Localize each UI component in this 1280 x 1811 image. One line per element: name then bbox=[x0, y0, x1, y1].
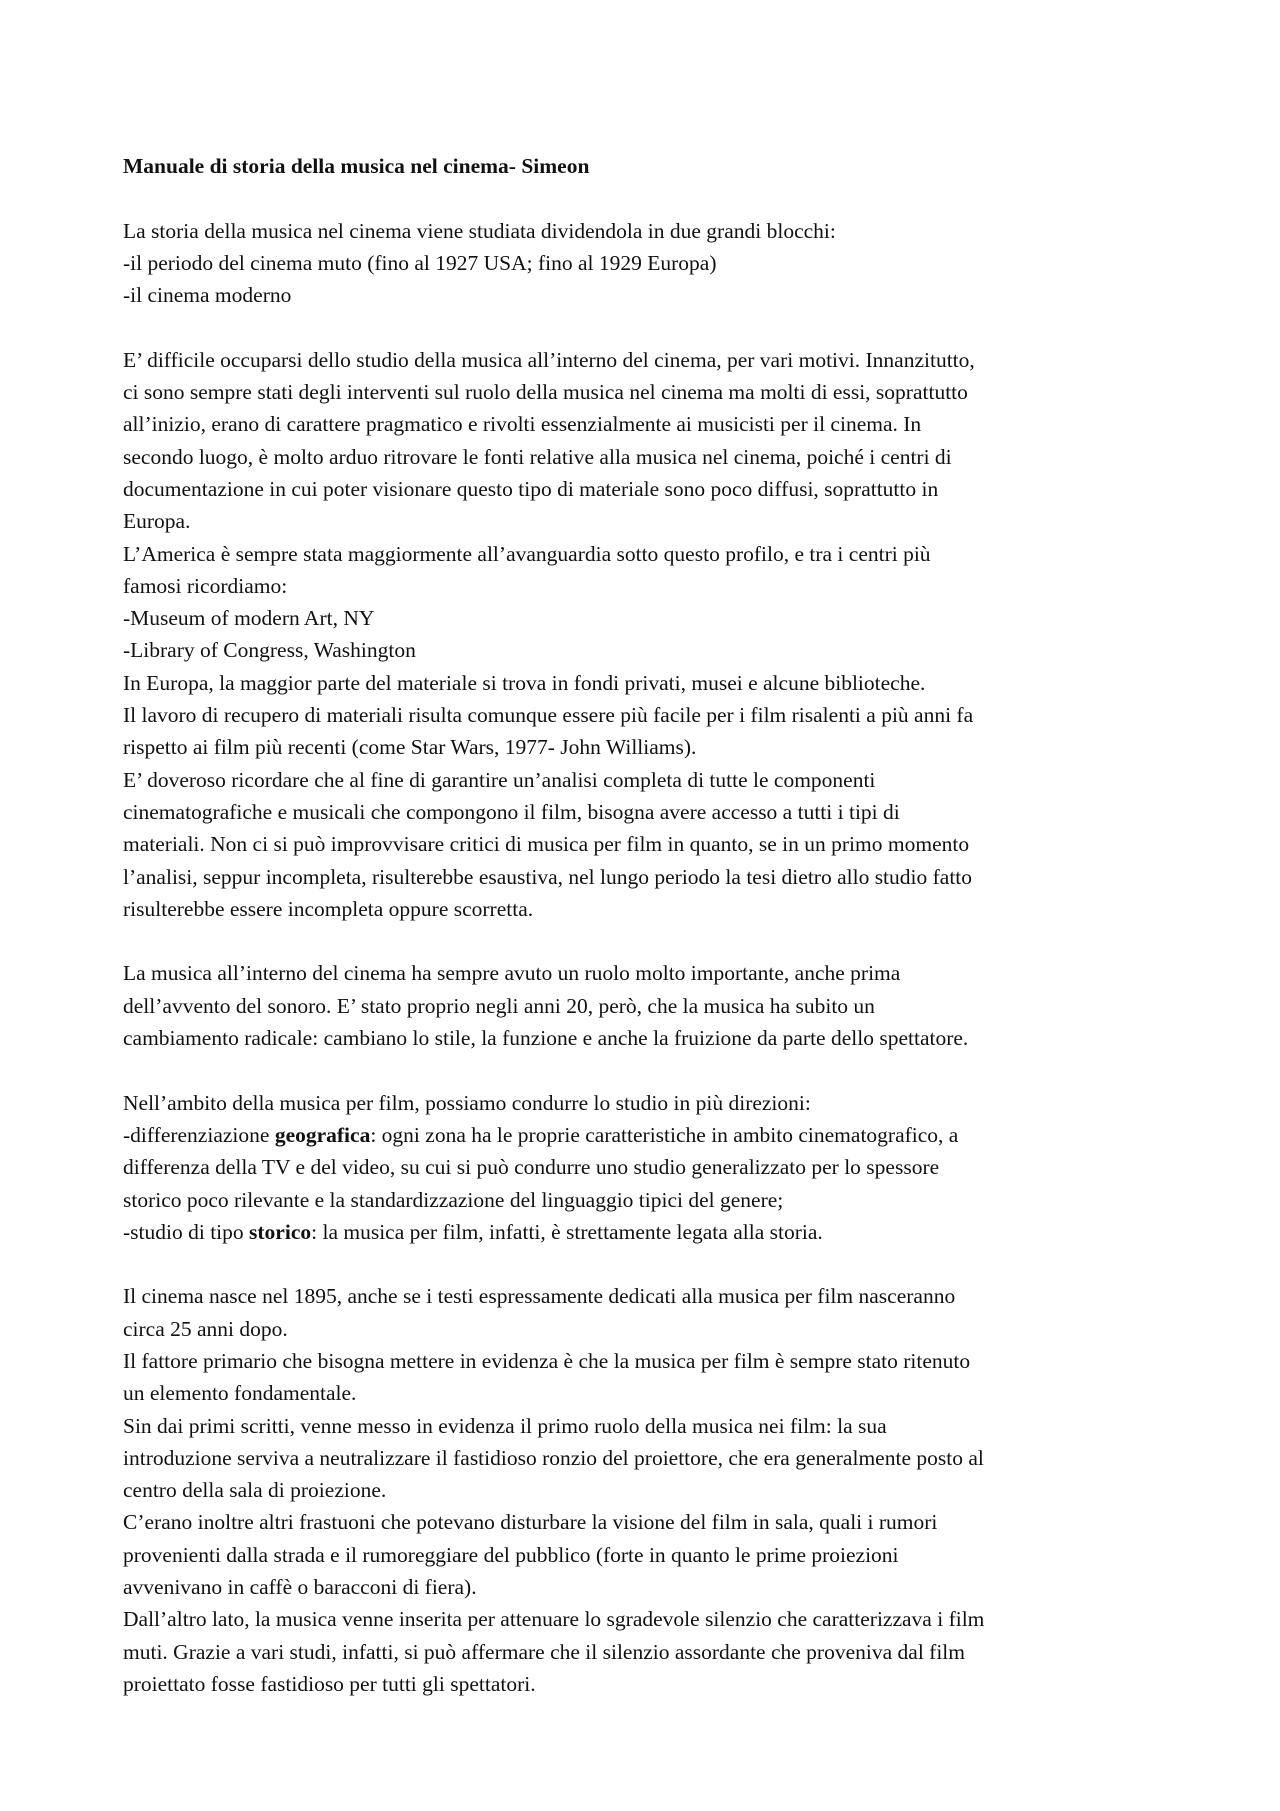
paragraph-study-directions bbox=[123, 1087, 1183, 1248]
text-segment: : la musica per film, infatti, è strettamente legata alla storia. bbox=[311, 1219, 823, 1244]
text-line: Europa. bbox=[123, 509, 191, 534]
text-line: E’ doveroso ricordare che al fine di garantire un’analisi completa di tutte le componenti bbox=[123, 767, 876, 792]
text-line: documentazione in cui poter visionare questo tipo di materiale sono poco diffusi, soprattutto in bbox=[123, 476, 939, 501]
text-line: provenienti dalla strada e il rumoreggiare del pubblico (forte in quanto le prime proiezioni bbox=[123, 1542, 899, 1567]
text-segment: -studio di tipo bbox=[123, 1219, 250, 1244]
bold-term-storico: storico bbox=[249, 1219, 312, 1244]
text-line: In Europa, la maggior parte del materiale si trova in fondi privati, musei e alcune biblioteche. bbox=[123, 670, 926, 695]
document-page bbox=[123, 150, 1183, 1733]
text-line: risulterebbe essere incompleta oppure scorretta. bbox=[123, 896, 534, 921]
paragraph-difficulties bbox=[123, 344, 1183, 925]
text-line: un elemento fondamentale. bbox=[123, 1381, 357, 1406]
text-line: l’analisi, seppur incompleta, risulterebbe esaustiva, nel lungo periodo la tesi dietro allo studio fatto bbox=[123, 864, 973, 889]
text-line: avvenivano in caffè o baracconi di fiera). bbox=[123, 1575, 477, 1600]
paragraph-intro bbox=[123, 215, 1183, 312]
text-line: famosi ricordiamo: bbox=[123, 573, 288, 598]
list-item: -Library of Congress, Washington bbox=[123, 638, 416, 663]
text-line: L’America è sempre stata maggiormente all’avanguardia sotto questo profilo, e tra i centri più bbox=[123, 541, 931, 566]
text-line: Il lavoro di recupero di materiali risulta comunque essere più facile per i film risalenti a più anni fa bbox=[123, 703, 974, 728]
text-line: Nell’ambito della musica per film, possiamo condurre lo studio in più direzioni: bbox=[123, 1090, 811, 1115]
text-line: materiali. Non ci si può improvvisare critici di musica per film in quanto, se in un primo momento bbox=[123, 832, 970, 857]
text-line: rispetto ai film più recenti (come Star Wars, 1977- John Williams). bbox=[123, 735, 697, 760]
text-line: all’inizio, erano di carattere pragmatico e rivolti essenzialmente ai musicisti per il cinema. In bbox=[123, 412, 922, 437]
text-line: proiettato fosse fastidioso per tutti gli spettatori. bbox=[123, 1671, 536, 1696]
text-line: muti. Grazie a vari studi, infatti, si può affermare che il silenzio assordante che proveniva dal film bbox=[123, 1639, 965, 1664]
list-item: -il periodo del cinema muto (fino al 1927 USA; fino al 1929 Europa) bbox=[123, 250, 717, 275]
bold-term-geografica: geografica bbox=[274, 1122, 371, 1147]
list-item bbox=[123, 1216, 1183, 1248]
text-line: Il cinema nasce nel 1895, anche se i testi espressamente dedicati alla musica per film nasceranno bbox=[123, 1284, 956, 1309]
text-line: circa 25 anni dopo. bbox=[123, 1316, 288, 1341]
text-line: cinematografiche e musicali che compongono il film, bisogna avere accesso a tutti i tipi di bbox=[123, 799, 900, 824]
text-line: C’erano inoltre altri frastuoni che potevano disturbare la visione del film in sala, quali i rumori bbox=[123, 1510, 938, 1535]
list-item: -Museum of modern Art, NY bbox=[123, 606, 375, 631]
text-line: secondo luogo, è molto arduo ritrovare le fonti relative alla musica nel cinema, poiché i centri di bbox=[123, 444, 952, 469]
text-line: E’ difficile occuparsi dello studio della musica all’interno del cinema, per vari motivi. Innanzitutto, bbox=[123, 347, 975, 372]
text-line: storico poco rilevante e la standardizzazione del linguaggio tipici del genere; bbox=[123, 1187, 784, 1212]
text-line: introduzione serviva a neutralizzare il fastidioso ronzio del proiettore, che era generalmente posto al bbox=[123, 1445, 984, 1470]
text-line: centro della sala di proiezione. bbox=[123, 1478, 387, 1503]
text-line: differenza della TV e del video, su cui si può condurre uno studio generalizzato per lo spessore bbox=[123, 1155, 940, 1180]
text-line: ci sono sempre stati degli interventi sul ruolo della musica nel cinema ma molti di essi, soprattutto bbox=[123, 380, 968, 405]
text-line: Il fattore primario che bisogna mettere in evidenza è che la musica per film è sempre stato ritenuto bbox=[123, 1348, 971, 1373]
text-segment: : ogni zona ha le proprie caratteristiche in ambito cinematografico, a bbox=[370, 1122, 959, 1147]
paragraph-role-of-music bbox=[123, 957, 1183, 1054]
list-item bbox=[123, 1119, 1183, 1151]
text-line: cambiamento radicale: cambiano lo stile, la funzione e anche la fruizione da parte dello spettatore. bbox=[123, 1026, 969, 1051]
document-title: Manuale di storia della musica nel cinema- Simeon bbox=[123, 154, 590, 178]
text-segment: -differenziazione bbox=[123, 1122, 275, 1147]
text-line: Sin dai primi scritti, venne messo in evidenza il primo ruolo della musica nei film: la sua bbox=[123, 1413, 887, 1438]
text-line: Dall’altro lato, la musica venne inserita per attenuare lo sgradevole silenzio che caratterizzava i film bbox=[123, 1607, 985, 1632]
list-item: -il cinema moderno bbox=[123, 283, 292, 308]
text-line: La musica all’interno del cinema ha sempre avuto un ruolo molto importante, anche prima bbox=[123, 961, 901, 986]
paragraph-birth-of-cinema bbox=[123, 1280, 1183, 1700]
text-line: La storia della musica nel cinema viene studiata dividendola in due grandi blocchi: bbox=[123, 218, 836, 243]
text-line: dell’avvento del sonoro. E’ stato proprio negli anni 20, però, che la musica ha subito un bbox=[123, 993, 875, 1018]
